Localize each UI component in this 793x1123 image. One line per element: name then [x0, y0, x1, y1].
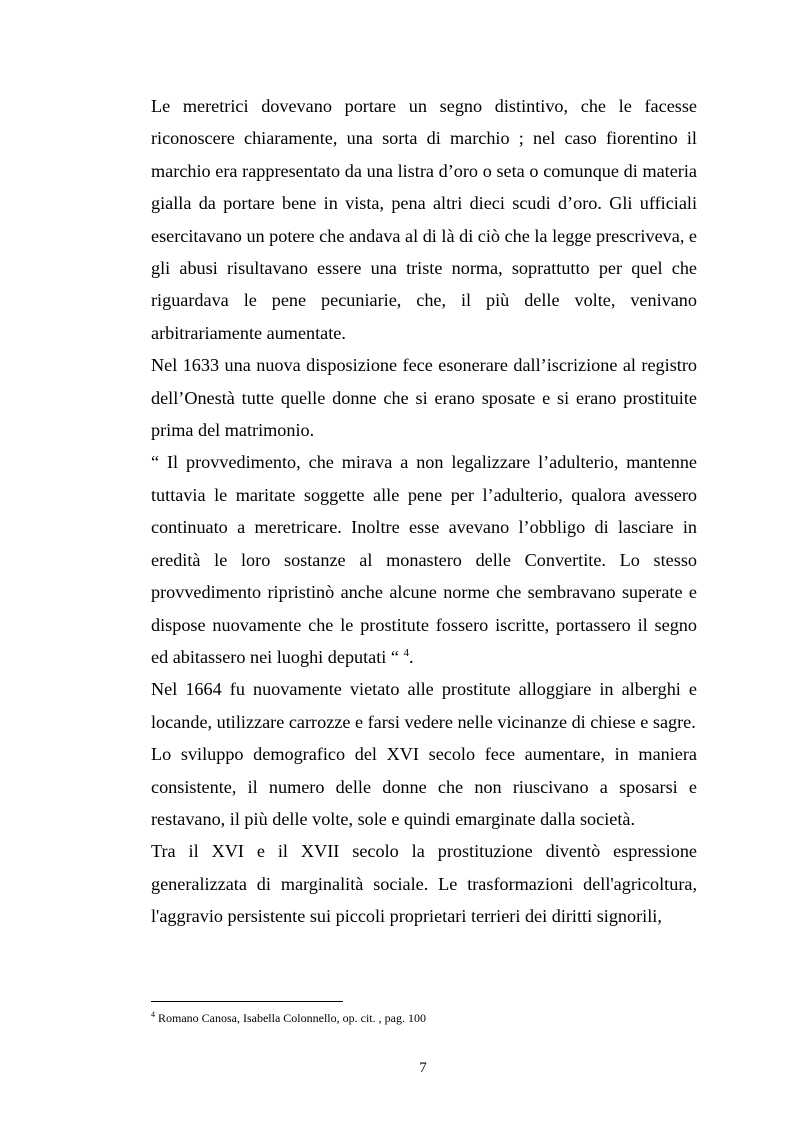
footnote-text: Romano Canosa, Isabella Colonnello, op. cit. , pag. 100 [155, 1011, 426, 1025]
footnote [151, 1010, 426, 1026]
sentence-end: . [409, 646, 414, 667]
paragraph: Tra il XVI e il XVII secolo la prostituzione diventò espressione generalizzata di marginalità sociale. Le trasformazioni dell'agricoltura, l'aggravio persistente sui piccoli proprietari terrieri dei diritti signorili, [151, 841, 697, 927]
quoted-text: “ Il provvedimento, che mirava a non legalizzare l’adulterio, mantenne tuttavia le maritate soggette alle pene per l’adulterio, qualora avessero continuato a meretricare. Inoltre esse avevano l’obbligo di lasciare in eredità le loro sostanze al monastero delle Convertite. Lo stesso provvedimento ripristinò anche alcune norme che sembravano superate e dispose nuovamente che le prostitute fossero iscritte, portassero il segno ed abitassero nei luoghi deputati “ [151, 452, 697, 667]
footnote-divider [151, 1001, 343, 1002]
footnote-number: 4 [151, 1010, 155, 1019]
paragraph: Lo sviluppo demografico del XVI secolo fece aumentare, in maniera consistente, il numero delle donne che non riuscivano a sposarsi e restavano, il più delle volte, sole e quindi emarginate dalla società. [151, 744, 697, 829]
paragraph: Le meretrici dovevano portare un segno distintivo, che le facesse riconoscere chiaramente, una sorta di marchio ; nel caso fiorentino il marchio era rappresentato da una listra d’oro o seta o comunque di materia gialla da portare bene in vista, pena altri dieci scudi d’oro. Gli ufficiali esercitavano un potere che andava al di là di ciò che la legge prescriveva, e gli abusi risultavano essere una triste norma, soprattutto per quel che riguardava le pene pecuniarie, che, il più delle volte, venivano arbitrariamente aumentate. [151, 96, 697, 343]
paragraph-with-footnote [151, 446, 697, 673]
paragraph: Nel 1633 una nuova disposizione fece esonerare dall’iscrizione al registro dell’Onestà tutte quelle donne che si erano sposate e si erano prostituite prima del matrimonio. [151, 355, 697, 441]
page-number: 7 [419, 1060, 427, 1076]
page-body [151, 90, 697, 933]
footnote-reference: 4 [403, 646, 410, 659]
paragraph: Nel 1664 fu nuovamente vietato alle prostitute alloggiare in alberghi e locande, utilizzare carrozze e farsi vedere nelle vicinanze di chiese e sagre. [151, 679, 697, 732]
